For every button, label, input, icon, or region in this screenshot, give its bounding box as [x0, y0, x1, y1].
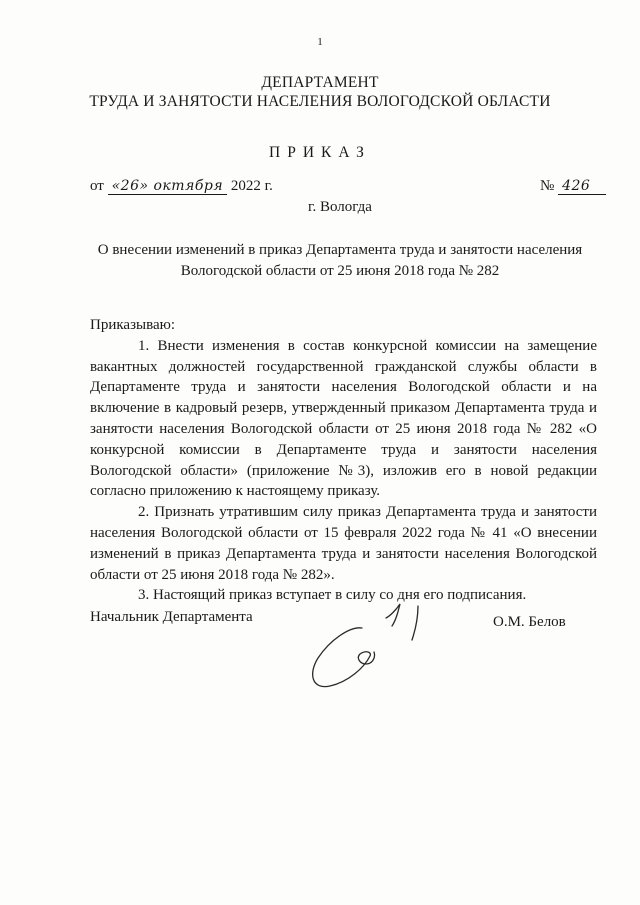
subject-line2: Вологодской области от 25 июня 2018 года № 282 [180, 263, 500, 279]
number-prefix: № [540, 178, 555, 194]
date-handwritten: «26» октября [108, 178, 228, 195]
number-handwritten: 426 [558, 178, 606, 195]
department-title-line2: ТРУДА И ЗАНЯТОСТИ НАСЕЛЕНИЯ ВОЛОГОДСКОЙ ОБЛАСТИ [89, 93, 551, 110]
body-item-2: 2. Признать утратившим силу приказ Департамента труда и занятости населения Вологодской области от 15 февраля 2022 года № 41 «О внесении изменений в приказ Департамента труда и занятости населения Вологодской области от 25 июня 2018 года № 282». [90, 504, 597, 583]
order-subject [60, 240, 620, 282]
body-item-3: 3. Настоящий приказ вступает в силу со дня его подписания. [138, 587, 527, 604]
signatory-name: О.М. Белов [493, 614, 566, 630]
document-type: ПРИКАЗ [269, 144, 371, 161]
date-prefix: от [90, 178, 104, 194]
date-suffix: 2022 г. [230, 178, 273, 194]
order-body [90, 315, 597, 606]
signatory-position: Начальник Департамента [90, 609, 253, 625]
body-intro: Приказываю: [90, 317, 175, 333]
department-title-line1: ДЕПАРТАМЕНТ [261, 74, 379, 91]
order-date [90, 178, 273, 195]
order-number [540, 178, 606, 195]
page-number: 1 [317, 36, 323, 48]
body-item-1: 1. Внести изменения в состав конкурсной комиссии на замещение вакантных должностей государственной гражданской службы области в Департаменте труда и занятости населения Вологодской области и на включение в кадровый резерв, утвержденный приказом Департамента труда и занятости населения Вологодской области от 25 июня 2018 года № 282 «О конкурсной комиссии в Департаменте труда и занятости населения Вологодской области» (приложение №3), изложив его в новой редакции согласно приложению к настоящему приказу. [90, 337, 597, 500]
handwritten-signature [300, 598, 450, 698]
city: г. Вологда [308, 199, 372, 215]
subject-line1: О внесении изменений в приказ Департамента труда и занятости населения [97, 242, 583, 258]
